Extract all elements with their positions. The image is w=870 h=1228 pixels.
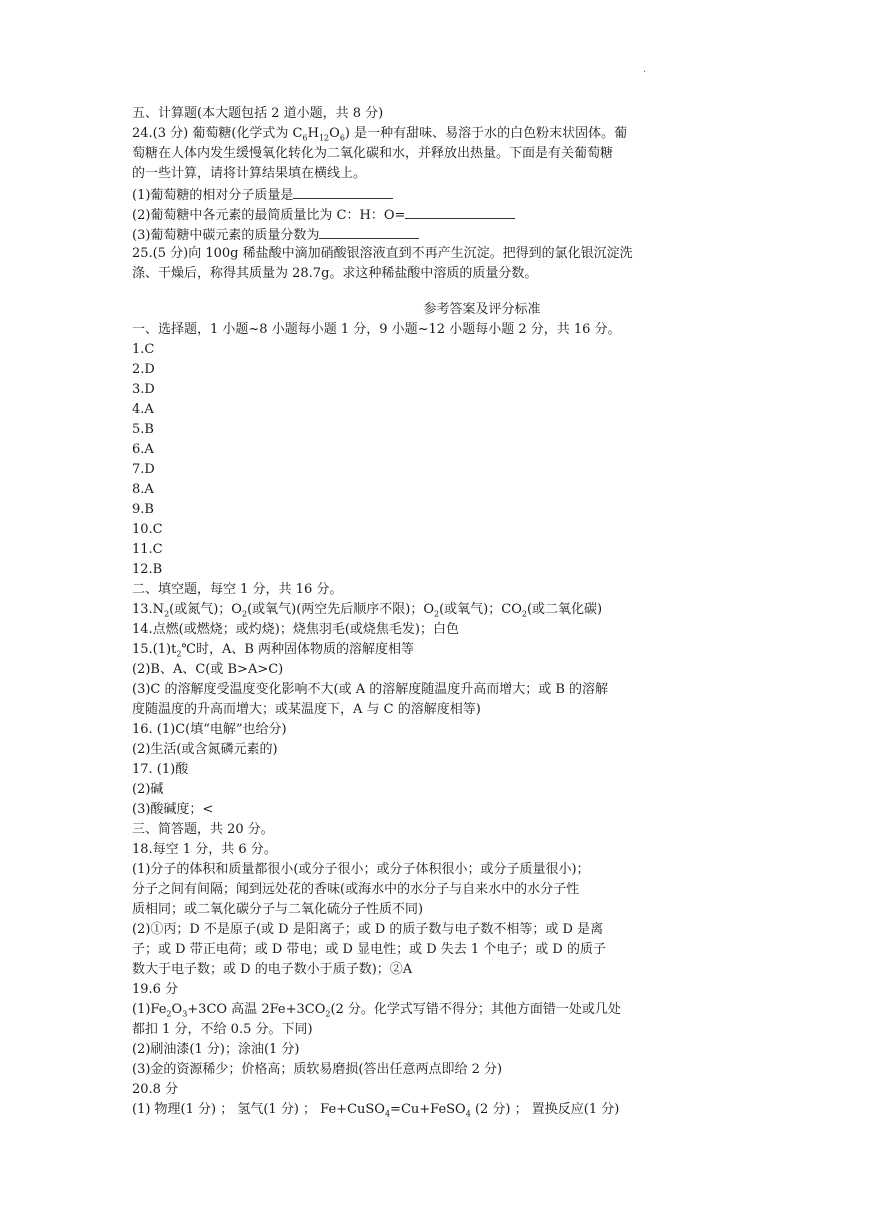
q18-part2: (2)①丙；D 不是原子(或 D 是阳离子；或 D 的质子数与电子数不相等；或 D 是离 (132, 922, 604, 937)
q25-line1: 25.(5 分)向 100g 稀盐酸中滴加硝酸银溶液直到不再产生沉淀。把得到的氯化银沉淀洗 (132, 246, 633, 261)
q18-title: 18.每空 1 分，共 6 分。 (132, 842, 277, 857)
answer-blank (405, 204, 515, 219)
q17-part2: (2)碱 (132, 782, 164, 797)
q24-line3: 的一些计算，请将计算结果填在横线上。 (132, 166, 367, 181)
mc-answer: 2.D (132, 362, 155, 377)
q25-line2: 涤、干燥后，称得其质量为 28.7g。求这种稀盐酸中溶质的质量分数。 (132, 266, 538, 281)
q18-part2-cont: 数大于电子数；或 D 的电子数小于质子数)；②A (132, 962, 413, 977)
mc-answer: 7.D (132, 462, 155, 477)
answer-blank (319, 224, 419, 239)
corner-mark: . (643, 64, 647, 75)
mc-answer: 10.C (132, 522, 163, 537)
q19-part2: (2)刷油漆(1 分)；涂油(1 分) (132, 1042, 300, 1057)
q18-part1-cont: 质相同；或二氧化碳分子与二氧化硫分子性质不同) (132, 902, 424, 917)
q14-answer: 14.点燃(或燃烧；或灼烧)；烧焦羽毛(或烧焦毛发)；白色 (132, 622, 459, 637)
q24-line2: 萄糖在人体内发生缓慢氧化转化为二氧化碳和水，并释放出热量。下面是有关葡萄糖 (132, 146, 614, 161)
mc-answer: 4.A (132, 402, 154, 417)
q17-part1: 17. (1)酸 (132, 762, 189, 777)
q19-part1-cont: 都扣 1 分，不给 0.5 分。下同) (132, 1022, 313, 1037)
q20-part1: (1) 物理(1 分) ； 氢气(1 分) ； Fe+CuSO$_4$=Cu+FeSO$_4$ (2 分) ； 置换反应(1 分) (132, 1102, 620, 1119)
mc-answer: 5.B (132, 422, 154, 437)
q19-part1: $(1)Fe_2O_3+3CO$ 高温 $2Fe+3CO_2(2$ 分。化学式写错不得分；其他方面错一处或几处 (132, 1002, 621, 1019)
q17-part3: (3)酸碱度；< (132, 802, 214, 817)
q15-part3: (3)C 的溶解度受温度变化影响不大(或 A 的溶解度随温度升高而增大；或 B 的溶解 (132, 682, 609, 697)
mc-answer: 3.D (132, 382, 155, 397)
section-title-calc: 五、计算题(本大题包括 2 道小题，共 8 分) (132, 106, 384, 121)
q15-part3-cont: 度随温度的升高而增大；或某温度下，A 与 C 的溶解度相等) (132, 702, 481, 717)
q18-part1-cont: 分子之间有间隔；闻到远处花的香味(或海水中的水分子与自来水中的水分子性 (132, 882, 580, 897)
mc-answer: 1.C (132, 342, 155, 357)
mc-answer: 11.C (132, 542, 163, 557)
mc-answer: 12.B (132, 562, 163, 577)
mc-answer: 9.B (132, 502, 154, 517)
q24-part2: (2)葡萄糖中各元素的最简质量比为 C：H：O= (132, 204, 832, 224)
document-page (132, 104, 832, 1120)
q19-title: 19.6 分 (132, 982, 179, 997)
q13-answer: $13.N_2$(或氮气)；$O_2$(或氧气)(两空先后顺序不限)；$O_2$(或氧气)；$CO_2$(或二氧化碳) (132, 602, 603, 619)
q24-part3: (3)葡萄糖中碳元素的质量分数为 (132, 224, 832, 244)
q24-part1: (1)葡萄糖的相对分子质量是 (132, 184, 832, 204)
mc-answer: 6.A (132, 442, 154, 457)
section-title-mc: 一、选择题，1 小题~8 小题每小题 1 分，9 小题~12 小题每小题 2 分，共 16 分。 (132, 322, 621, 337)
q15-part2: (2)B、A、C(或 B>A>C) (132, 662, 284, 677)
q18-part2-cont: 子；或 D 带正电荷；或 D 带电；或 D 显电性；或 D 失去 1 个电子；或 D 的质子 (132, 942, 606, 957)
q24-intro: 24.(3 分) 葡萄糖(化学式为 $C_6H_{12}O_6$) 是一种有甜味、易溶于水的白色粉末状固体。葡 (132, 126, 628, 143)
q16-part1: 16. (1)C(填“电解”也给分) (132, 722, 287, 737)
q18-part1: (1)分子的体积和质量都很小(或分子很小；或分子体积很小；或分子质量很小)； (132, 862, 590, 877)
answer-blank (293, 184, 393, 199)
q20-title: 20.8 分 (132, 1082, 179, 1097)
q19-part3: (3)金的资源稀少；价格高；质软易磨损(答出任意两点即给 2 分) (132, 1062, 503, 1077)
answers-title: 参考答案及评分标准 (423, 302, 541, 317)
section-title-short: 三、简答题，共 20 分。 (132, 822, 274, 837)
q16-part2: (2)生活(或含氮磷元素的) (132, 742, 278, 757)
q15-part1: $15.(1)t_2℃$时，A、B 两种固体物质的溶解度相等 (132, 642, 415, 659)
section-title-fill: 二、填空题，每空 1 分，共 16 分。 (132, 582, 343, 597)
mc-answer: 8.A (132, 482, 154, 497)
